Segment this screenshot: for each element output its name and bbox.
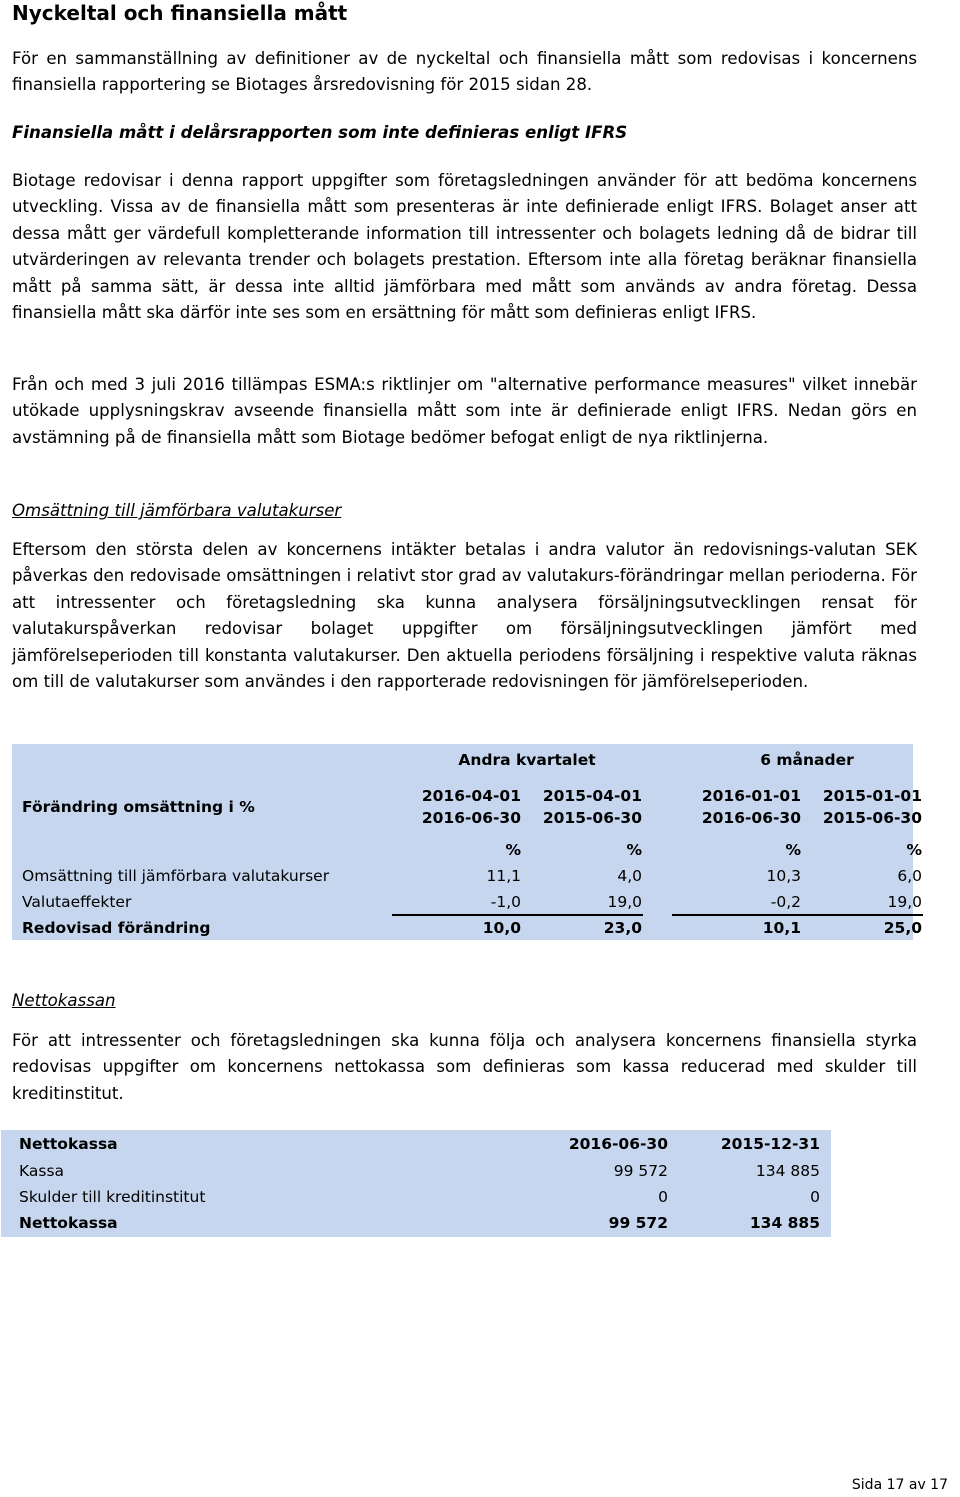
table-cell: 10,3 — [766, 867, 801, 885]
table-row-label: Redovisad förändring — [22, 919, 211, 937]
col2-unit: % — [626, 841, 642, 859]
col4-to: 2015-06-30 — [822, 809, 922, 827]
table-cell: 10,0 — [482, 919, 521, 937]
table-cell: 23,0 — [603, 919, 642, 937]
net-cash-paragraph: För att intressenter och företagsledningen ska kunna följa och analysera koncernens finansiella styrka redovisas uppgifter om koncernens nettokassa som definieras som kassa reducerad med skulder till kreditinstitut. — [12, 1031, 917, 1103]
net-cash-table — [1, 1130, 831, 1237]
page-number: Sida 17 av 17 — [851, 1477, 948, 1493]
table-cell: 10,1 — [762, 919, 801, 937]
table-cell: 25,0 — [883, 919, 922, 937]
table-header-label: Nettokassa — [19, 1135, 118, 1153]
col1-unit: % — [505, 841, 521, 859]
sales-change-table — [12, 744, 922, 940]
row-header-label: Förändring omsättning i % — [22, 798, 255, 816]
table-header-col1: 2016-06-30 — [568, 1135, 668, 1153]
page-title: Nyckeltal och finansiella mått — [12, 1, 348, 25]
table-cell: 99 572 — [608, 1214, 668, 1232]
col1-to: 2016-06-30 — [421, 809, 521, 827]
table-cell: 6,0 — [897, 867, 922, 885]
table-cell: 11,1 — [486, 867, 521, 885]
section-heading-net-cash: Nettokassan — [12, 991, 116, 1010]
col2-from: 2015-04-01 — [542, 787, 642, 805]
intro-paragraph: För en sammanställning av definitioner av de nyckeltal och finansiella mått som redovisas i koncernens finansiella rapportering se Biotages årsredovisning för 2015 sidan 28. — [12, 49, 917, 95]
sum-underline — [392, 914, 643, 916]
table-cell: 19,0 — [887, 893, 922, 911]
table-cell: 19,0 — [607, 893, 642, 911]
col3-from: 2016-01-01 — [701, 787, 801, 805]
col3-unit: % — [785, 841, 801, 859]
section-heading-non-ifrs: Finansiella mått i delårsrapporten som inte definieras enligt IFRS — [12, 123, 628, 142]
section-heading-currency: Omsättning till jämförbara valutakurser — [12, 501, 342, 520]
col2-to: 2015-06-30 — [542, 809, 642, 827]
table-row-label: Valutaeffekter — [22, 893, 132, 911]
group-header-quarter: Andra kvartalet — [458, 751, 596, 769]
col3-to: 2016-06-30 — [701, 809, 801, 827]
col1-from: 2016-04-01 — [421, 787, 521, 805]
table-row-label: Omsättning till jämförbara valutakurser — [22, 867, 330, 885]
table-cell: 99 572 — [613, 1162, 668, 1180]
table-row-label: Nettokassa — [19, 1214, 118, 1232]
table-header-col2: 2015-12-31 — [720, 1135, 820, 1153]
table-cell: 0 — [658, 1188, 668, 1206]
col4-from: 2015-01-01 — [822, 787, 922, 805]
non-ifrs-paragraph: Biotage redovisar i denna rapport uppgifter som företagsledningen använder för att bedöma koncernens utveckling. Vissa av de finansiella mått som presenteras är inte definierade enligt IFRS. Bolaget anser att dessa mått ger värdefull kompletterande information till intressenter och bolagets ledning då de bidrar till utvärderingen av relevanta trender och bolagets prestation. Eftersom inte alla företag beräknar finansiella mått på samma sätt, är dessa inte alltid jämförbara med mått som används av andra företag. Dessa finansiella mått ska därför inte ses som en ersättning för mått som definieras enligt IFRS. — [12, 171, 917, 323]
table-cell: -0,2 — [770, 893, 801, 911]
esma-paragraph: Från och med 3 juli 2016 tillämpas ESMA:s riktlinjer om "alternative performance measures" vilket innebär utökade upplysningskrav avseende finansiella mått som inte är definierade enligt IFRS. Nedan görs en avstämning på de finansiella mått som Biotage bedömer befogat enligt de nya riktlinjerna. — [12, 375, 917, 447]
sum-underline — [672, 914, 923, 916]
currency-paragraph: Eftersom den största delen av koncernens intäkter betalas i andra valutor än redovisnings-valutan SEK påverkas den redovisade omsättningen i relativt stor grad av valutakurs-förändringar mellan perioderna. För att intressenter och företagsledning ska kunna analysera försäljningsutvecklingen rensat för valutakurspåverkan redovisar bolaget uppgifter om försäljningsutvecklingen jämfört med jämförelseperioden till konstanta valutakurser. Den aktuella periodens försäljning i respektive valuta räknas om till de valutakurser som användes i den rapporterade redovisningen för jämförelseperioden. — [12, 540, 917, 692]
table-cell: 4,0 — [617, 867, 642, 885]
table-cell: 134 885 — [755, 1162, 820, 1180]
table-row-label: Skulder till kreditinstitut — [19, 1188, 206, 1206]
table-cell: 0 — [810, 1188, 820, 1206]
table-cell: -1,0 — [490, 893, 521, 911]
col4-unit: % — [906, 841, 922, 859]
table-cell: 134 885 — [749, 1214, 820, 1232]
group-header-six-months: 6 månader — [760, 751, 854, 769]
table-row-label: Kassa — [19, 1162, 65, 1180]
